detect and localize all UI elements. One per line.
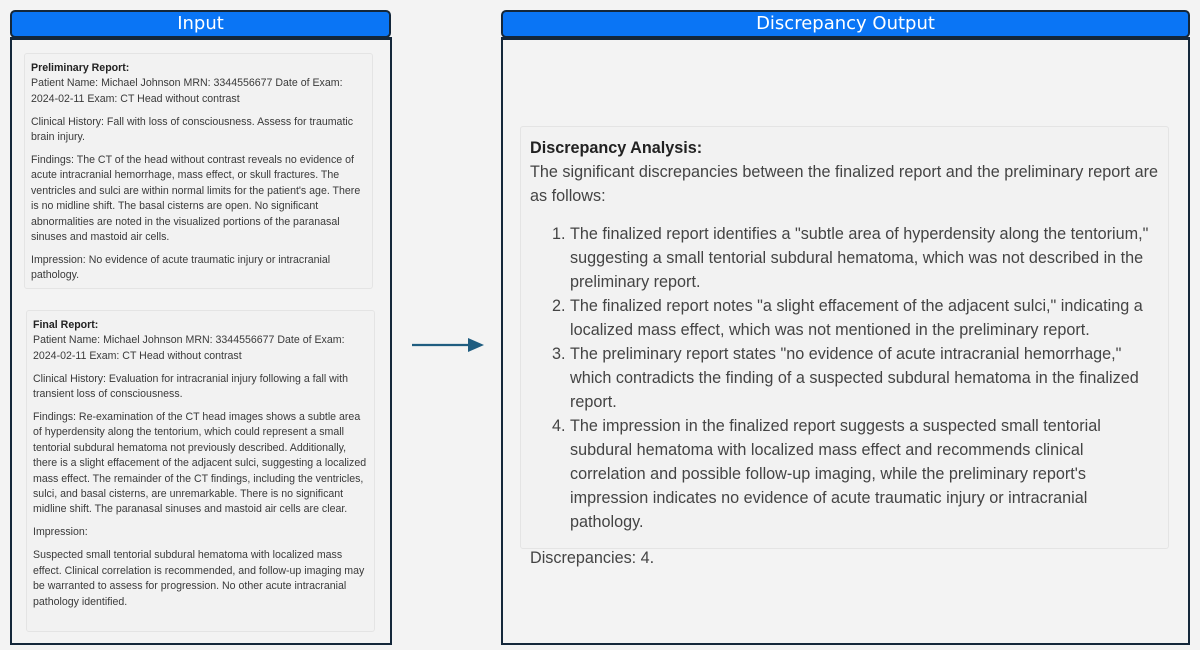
final-clinical-history: Clinical History: Evaluation for intracranial injury following a fall with transient loss of consciousness.	[33, 372, 348, 401]
final-impression-label: Impression:	[33, 526, 88, 539]
discrepancy-list	[530, 222, 1159, 534]
final-report-title: Final Report:	[33, 319, 99, 331]
output-panel-header	[501, 10, 1190, 38]
final-report-card	[26, 310, 375, 632]
output-panel-title: Discrepancy Output	[756, 13, 935, 34]
arrow-right-icon	[412, 337, 484, 353]
preliminary-clinical-history: Clinical History: Fall with loss of consciousness. Assess for traumatic brain injury.	[31, 115, 354, 144]
discrepancy-item: 1. The finalized report identifies a "subtle area of hyperdensity along the tentorium," suggesting a small tentorial subdural hematoma, which was not described in the preliminary report.	[570, 222, 1159, 294]
preliminary-impression: Impression: No evidence of acute traumatic injury or intracranial pathology.	[31, 253, 331, 282]
input-panel-title: Input	[177, 13, 224, 34]
discrepancy-item: 3. The preliminary report states "no evidence of acute intracranial hemorrhage," which contradicts the finding of a suspected subdural hematoma in the finalized report.	[570, 342, 1159, 414]
final-impression: Suspected small tentorial subdural hematoma with localized mass effect. Clinical correlation is recommended, and follow-up imaging may be warranted to assess for progression. No other acute intracranial pathology identified.	[33, 549, 365, 608]
discrepancy-count: Discrepancies: 4.	[530, 549, 655, 567]
discrepancy-analysis-title: Discrepancy Analysis:	[530, 139, 703, 157]
final-findings: Findings: Re-examination of the CT head images shows a subtle area of hyperdensity along the tentorium, which could represent a small tentorial subdural hematoma not previously described. Additionally, there is a slight effacement of the adjacent sulci, suggesting a localized mass effect. The remainder of the CT findings, including the ventricles, sulci, and basal cisterns, are unremarkable. There is no significant midline shift. The paranasal sinuses and mastoid air cells are clear.	[33, 411, 367, 516]
input-panel-header	[10, 10, 391, 38]
preliminary-report-card	[24, 53, 373, 289]
discrepancy-analysis-card	[520, 126, 1169, 567]
discrepancy-intro: The significant discrepancies between the finalized report and the preliminary report are as follows:	[530, 163, 1159, 205]
final-patient-info: Patient Name: Michael Johnson MRN: 3344556677 Date of Exam: 2024-02-11 Exam: CT Head without contrast	[33, 334, 345, 362]
discrepancy-item: 4. The impression in the finalized report suggests a suspected small tentorial subdural hematoma with localized mass effect and recommends clinical correlation and possible follow-up imaging, while the preliminary report's impression indicates no evidence of acute traumatic injury or intracranial pathology.	[570, 414, 1159, 534]
preliminary-report-title: Preliminary Report:	[31, 62, 130, 74]
discrepancy-item: 2. The finalized report notes "a slight effacement of the adjacent sulci," indicating a localized mass effect, which was not mentioned in the preliminary report.	[570, 294, 1159, 342]
preliminary-patient-info: Patient Name: Michael Johnson MRN: 3344556677 Date of Exam: 2024-02-11 Exam: CT Head without contrast	[31, 77, 343, 105]
preliminary-findings: Findings: The CT of the head without contrast reveals no evidence of acute intracranial hemorrhage, mass effect, or skull fractures. The ventricles and sulci are within normal limits for the patient's age. There is no midline shift. The basal cisterns are open. No significant abnormalities are noted in the visualized portions of the paranasal sinuses and mastoid air cells.	[31, 154, 361, 244]
